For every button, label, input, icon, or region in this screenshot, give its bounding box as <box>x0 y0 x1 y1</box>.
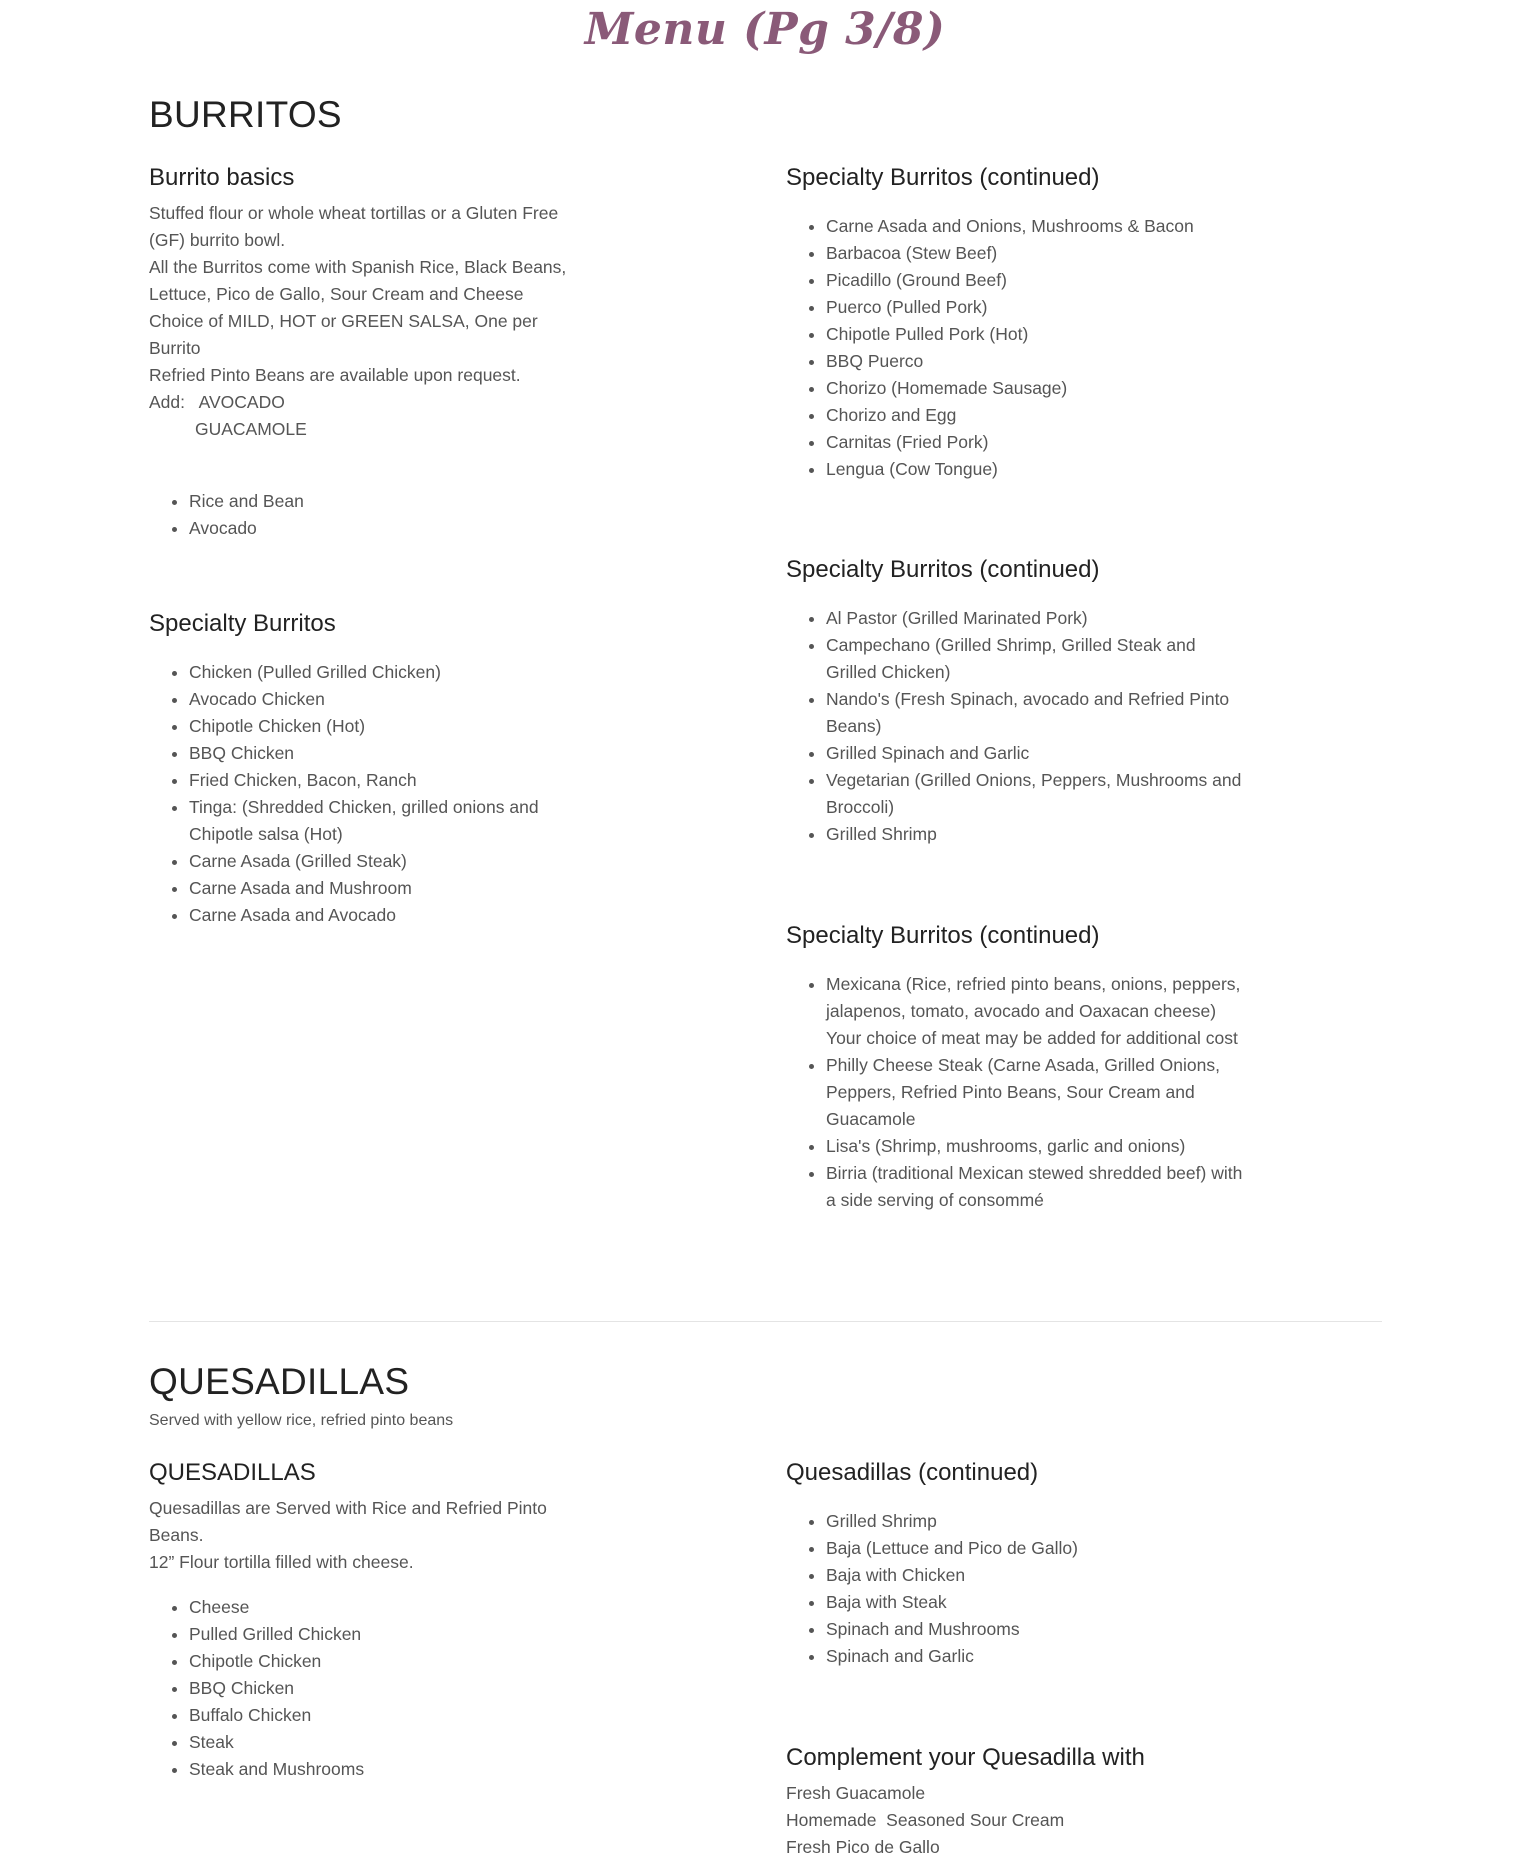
specialty-continued-list <box>786 213 1246 483</box>
desc-line: Fresh Pico de Gallo <box>786 1837 940 1857</box>
list-item: • Fried Chicken, Bacon, Ranch <box>189 767 579 794</box>
list-item: • Chorizo (Homemade Sausage) <box>826 375 1246 402</box>
complement-heading: Complement your Quesadilla with <box>786 1744 1145 1771</box>
desc-line: Add: AVOCADO <box>149 392 285 412</box>
list-item: • Rice and Bean <box>189 488 579 515</box>
list-item: • Baja with Steak <box>826 1589 1246 1616</box>
list-item: • Buffalo Chicken <box>189 1702 579 1729</box>
quesadillas-section-title: QUESADILLAS <box>149 1361 410 1402</box>
specialty-continued-heading: Specialty Burritos (continued) <box>786 922 1100 949</box>
quesadillas-continued-block <box>786 1456 1246 1670</box>
quesadillas-continued-list <box>786 1508 1246 1670</box>
specialty-continued-heading: Specialty Burritos (continued) <box>786 556 1100 583</box>
list-item: • Grilled Spinach and Garlic <box>826 740 1246 767</box>
list-item: • Steak and Mushrooms <box>189 1756 579 1783</box>
list-item: • Spinach and Garlic <box>826 1643 1246 1670</box>
specialty-burritos-continued-2-block <box>786 553 1246 848</box>
desc-line: Choice of MILD, HOT or GREEN SALSA, One per <box>149 311 538 331</box>
list-item: • Avocado <box>189 515 579 542</box>
complement-block <box>786 1741 1246 1861</box>
burrito-basics-list <box>149 488 579 542</box>
desc-line: Stuffed flour or whole wheat tortillas or a Gluten Free <box>149 203 559 223</box>
list-item: • Chicken (Pulled Grilled Chicken) <box>189 659 579 686</box>
list-item: • Lengua (Cow Tongue) <box>826 456 1246 483</box>
list-item: • Campechano (Grilled Shrimp, Grilled Steak and Grilled Chicken) <box>826 632 1246 686</box>
desc-line: Homemade Seasoned Sour Cream <box>786 1810 1065 1830</box>
list-item: • Grilled Shrimp <box>826 821 1246 848</box>
burrito-basics-heading: Burrito basics <box>149 164 295 191</box>
list-item: • Pulled Grilled Chicken <box>189 1621 579 1648</box>
list-item: • BBQ Chicken <box>189 1675 579 1702</box>
desc-line: Fresh Guacamole <box>786 1783 926 1803</box>
list-item: • Chorizo and Egg <box>826 402 1246 429</box>
list-item: • Al Pastor (Grilled Marinated Pork) <box>826 605 1246 632</box>
list-item: • Carne Asada and Onions, Mushrooms & Bacon <box>826 213 1246 240</box>
list-item: • Cheese <box>189 1594 579 1621</box>
specialty-burritos-block <box>149 607 579 929</box>
burrito-basics-block <box>149 161 579 542</box>
quesadillas-continued-heading: Quesadillas (continued) <box>786 1459 1039 1486</box>
desc-line: All the Burritos come with Spanish Rice, Black Beans, <box>149 257 567 277</box>
list-item: • Baja (Lettuce and Pico de Gallo) <box>826 1535 1246 1562</box>
quesadillas-description <box>149 1495 579 1576</box>
list-item: • Barbacoa (Stew Beef) <box>826 240 1246 267</box>
list-item: • Carne Asada and Mushroom <box>189 875 579 902</box>
desc-line: Refried Pinto Beans are available upon request. <box>149 365 521 385</box>
desc-line: (GF) burrito bowl. <box>149 230 286 250</box>
list-item: • Carnitas (Fried Pork) <box>826 429 1246 456</box>
list-item: • BBQ Chicken <box>189 740 579 767</box>
desc-line: Burrito <box>149 338 201 358</box>
section-divider <box>149 1321 1382 1322</box>
specialty-burritos-heading: Specialty Burritos <box>149 610 336 637</box>
list-item: • Tinga: (Shredded Chicken, grilled onions and Chipotle salsa (Hot) <box>189 794 579 848</box>
complement-list <box>786 1780 1246 1861</box>
list-item: • Chipotle Pulled Pork (Hot) <box>826 321 1246 348</box>
list-item: • Chipotle Chicken <box>189 1648 579 1675</box>
specialty-continued-list <box>786 971 1246 1214</box>
quesadillas-heading: QUESADILLAS <box>149 1459 316 1486</box>
list-item: • Philly Cheese Steak (Carne Asada, Grilled Onions, Peppers, Refried Pinto Beans, Sour Cream and Guacamole <box>826 1052 1246 1133</box>
list-item: • BBQ Puerco <box>826 348 1246 375</box>
list-item: • Grilled Shrimp <box>826 1508 1246 1535</box>
specialty-burritos-list <box>149 659 579 929</box>
desc-line: GUACAMOLE <box>195 419 307 439</box>
list-item: • Carne Asada and Avocado <box>189 902 579 929</box>
list-item: • Spinach and Mushrooms <box>826 1616 1246 1643</box>
list-item: • Chipotle Chicken (Hot) <box>189 713 579 740</box>
desc-line: Lettuce, Pico de Gallo, Sour Cream and Cheese <box>149 284 524 304</box>
specialty-continued-list <box>786 605 1246 848</box>
list-item: • Picadillo (Ground Beef) <box>826 267 1246 294</box>
list-item: • Vegetarian (Grilled Onions, Peppers, Mushrooms and Broccoli) <box>826 767 1246 821</box>
desc-line: 12” Flour tortilla filled with cheese. <box>149 1552 414 1572</box>
list-item: • Carne Asada (Grilled Steak) <box>189 848 579 875</box>
quesadillas-list <box>149 1594 579 1783</box>
specialty-burritos-continued-3-block <box>786 919 1246 1214</box>
page-title: Menu (Pg 3/8) <box>584 4 946 55</box>
list-item: • Lisa's (Shrimp, mushrooms, garlic and onions) <box>826 1133 1246 1160</box>
desc-line: Quesadillas are Served with Rice and Refried Pinto <box>149 1498 547 1518</box>
list-item: • Nando's (Fresh Spinach, avocado and Refried Pinto Beans) <box>826 686 1246 740</box>
list-item: • Baja with Chicken <box>826 1562 1246 1589</box>
list-item: • Birria (traditional Mexican stewed shredded beef) with a side serving of consommé <box>826 1160 1246 1214</box>
specialty-continued-heading: Specialty Burritos (continued) <box>786 164 1100 191</box>
burrito-basics-description <box>149 200 579 443</box>
quesadillas-main-block <box>149 1456 579 1783</box>
specialty-burritos-continued-1-block <box>786 161 1246 483</box>
list-item: • Avocado Chicken <box>189 686 579 713</box>
list-item: • Puerco (Pulled Pork) <box>826 294 1246 321</box>
list-item: • Mexicana (Rice, refried pinto beans, onions, peppers, jalapenos, tomato, avocado and Oaxacan cheese) Your choice of meat may be added for additional cost <box>826 971 1246 1052</box>
quesadillas-subtitle: Served with yellow rice, refried pinto beans <box>149 1412 454 1429</box>
list-item: • Steak <box>189 1729 579 1756</box>
burritos-section-title: BURRITOS <box>149 94 342 135</box>
desc-line: Beans. <box>149 1525 204 1545</box>
